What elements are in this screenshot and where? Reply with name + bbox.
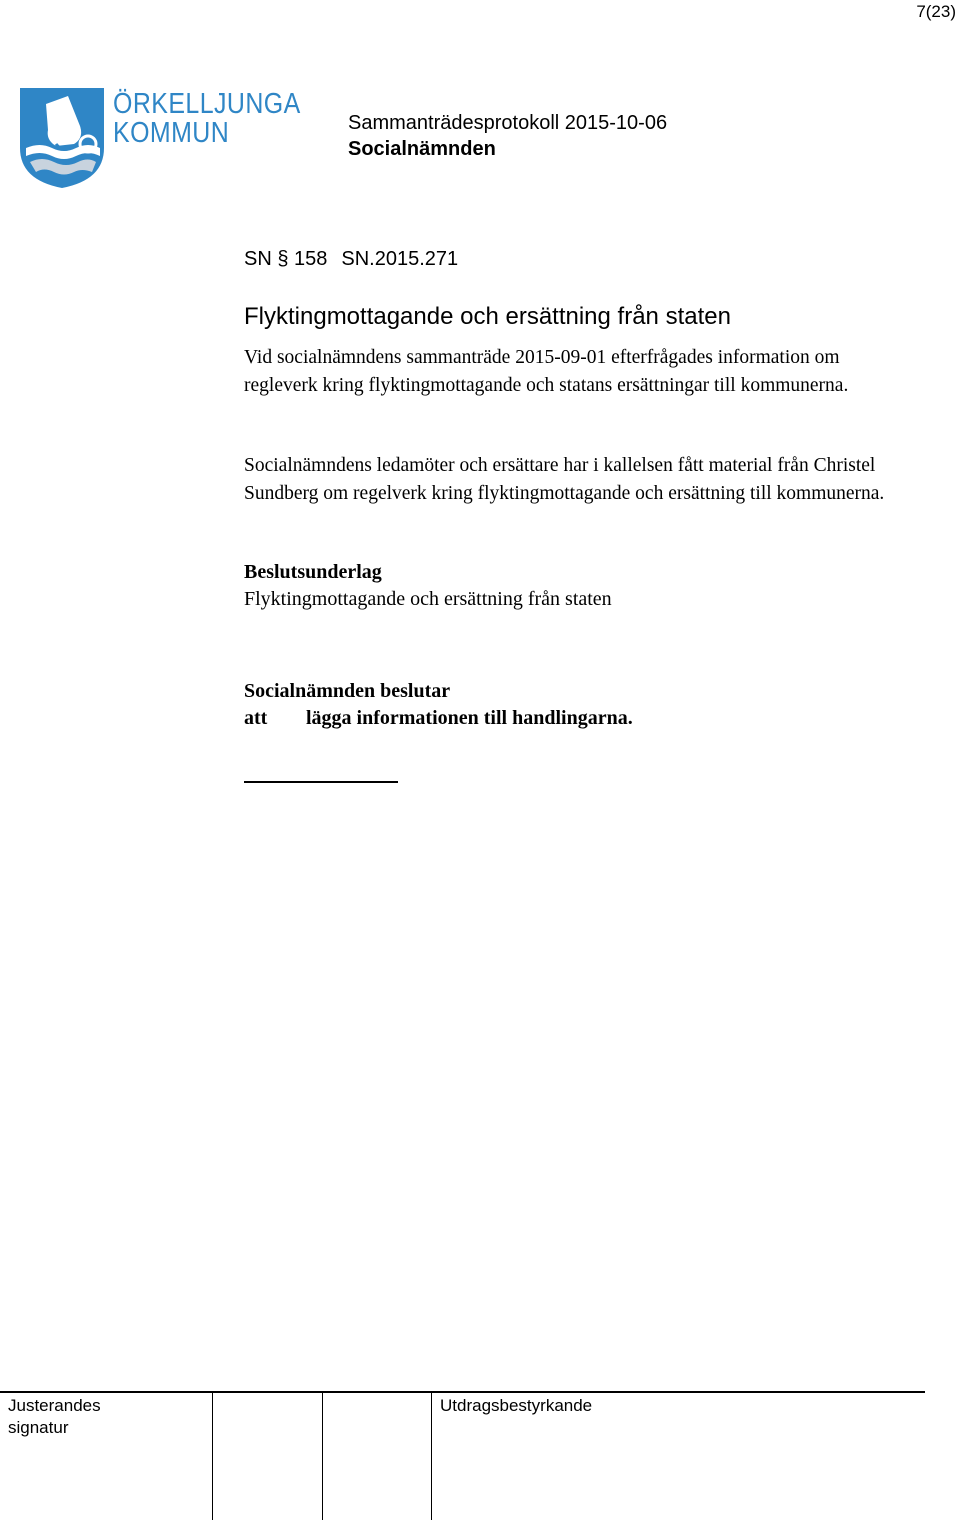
decision-text: lägga informationen till handlingarna. xyxy=(306,707,633,729)
logo-wordmark xyxy=(113,90,301,148)
committee-name: Socialnämnden xyxy=(348,138,496,160)
decision-heading: Socialnämnden beslutar xyxy=(244,680,451,702)
justerandes-signatur-label: Justerandes signatur xyxy=(8,1396,101,1437)
body-paragraph-1: Vid socialnämndens sammanträde 2015-09-01 efterfrågades information om regleverk kring flyktingmottagande och statans ersättningar till kommunerna. xyxy=(244,347,849,396)
signature-box-divider xyxy=(212,1392,213,1520)
case-title: Flyktingmottagande och ersättning från staten xyxy=(244,303,731,330)
signature-box-divider xyxy=(431,1392,432,1520)
logo-line-1: ÖRKELLJUNGA xyxy=(113,88,301,120)
footer-border xyxy=(0,1391,925,1393)
body-paragraph-2: Socialnämndens ledamöter och ersättare har i kallelsen fått material från Christel Sundberg om regelverk kring flyktingmottagande och ersättning till kommunerna. xyxy=(244,455,885,504)
protocol-title: Sammanträdesprotokoll 2015-10-06 xyxy=(348,112,668,134)
utdragsbestyrkande-label: Utdragsbestyrkande xyxy=(440,1396,593,1415)
diary-number: SN.2015.271 xyxy=(341,248,459,270)
page-number: 7(23) xyxy=(916,2,956,21)
signature-box-divider xyxy=(322,1392,323,1520)
municipality-logo xyxy=(18,86,108,190)
case-reference xyxy=(244,248,458,271)
coat-of-arms-icon xyxy=(18,86,108,190)
beslutsunderlag-heading: Beslutsunderlag xyxy=(244,561,382,583)
decision-att: att xyxy=(244,707,268,729)
beslutsunderlag-item: Flyktingmottagande och ersättning från staten xyxy=(244,588,612,610)
end-divider xyxy=(244,781,398,783)
paragraph-ref: SN § 158 xyxy=(244,248,328,270)
logo-line-2: KOMMUN xyxy=(113,117,230,149)
decision-row xyxy=(244,707,633,730)
